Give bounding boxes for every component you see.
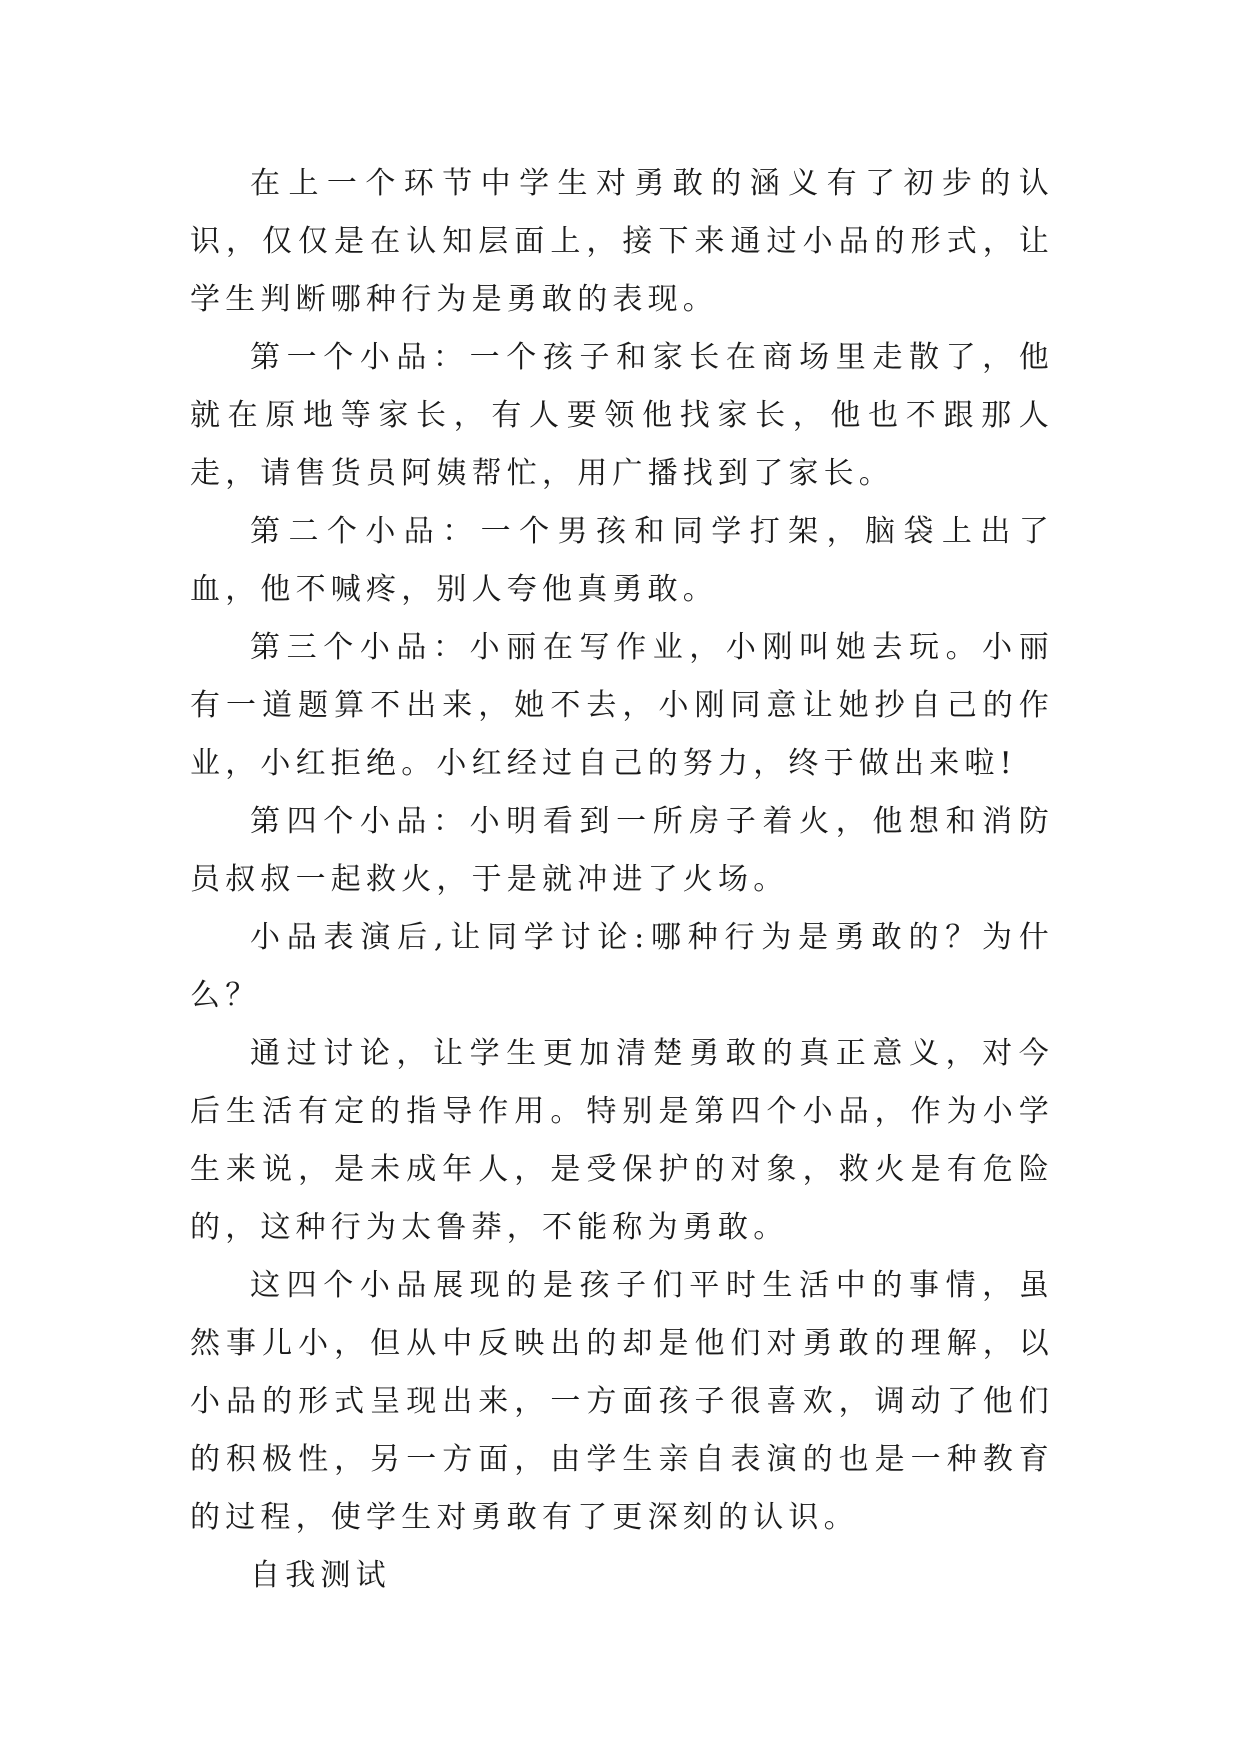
paragraph-skit-3: 第三个小品：小丽在写作业，小刚叫她去玩。小丽有一道题算不出来，她不去，小刚同意让她抄自己的作业，小红拒绝。小红经过自己的努力，终于做出来啦!	[190, 630, 1054, 781]
paragraph-skit-4: 第四个小品：小明看到一所房子着火，他想和消防员叔叔一起救火，于是就冲进了火场。	[190, 804, 1054, 897]
paragraph-discussion-result: 通过讨论，让学生更加清楚勇敢的真正意义，对今后生活有定的指导作用。特别是第四个小品，作为小学生来说，是未成年人，是受保护的对象，救火是有危险的，这种行为太鲁莽，不能称为勇敢。	[190, 1036, 1054, 1245]
paragraph-discussion-prompt: 小品表演后,让同学讨论:哪种行为是勇敢的？为什么？	[190, 920, 1054, 1013]
paragraph-skit-1: 第一个小品：一个孩子和家长在商场里走散了，他就在原地等家长，有人要领他找家长，他也不跟那人走，请售货员阿姨帮忙，用广播找到了家长。	[190, 340, 1054, 491]
document-page	[190, 155, 1054, 1605]
paragraph-summary: 这四个小品展现的是孩子们平时生活中的事情，虽然事儿小，但从中反映出的却是他们对勇敢的理解，以小品的形式呈现出来，一方面孩子很喜欢，调动了他们的积极性，另一方面，由学生亲自表演的也是一种教育的过程，使学生对勇敢有了更深刻的认识。	[190, 1268, 1054, 1535]
paragraph-intro: 在上一个环节中学生对勇敢的涵义有了初步的认识，仅仅是在认知层面上，接下来通过小品的形式，让学生判断哪种行为是勇敢的表现。	[190, 166, 1054, 317]
section-heading-self-test: 自我测试	[250, 1558, 391, 1593]
paragraph-skit-2: 第二个小品：一个男孩和同学打架，脑袋上出了血，他不喊疼，别人夸他真勇敢。	[190, 514, 1054, 607]
